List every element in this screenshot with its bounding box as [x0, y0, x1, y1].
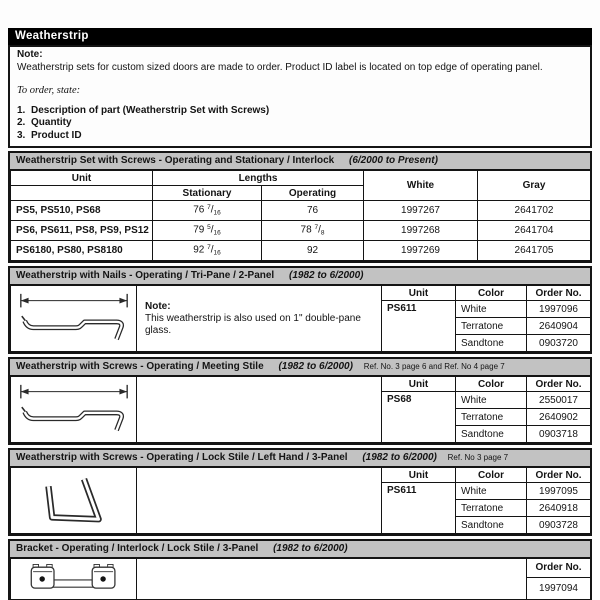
- column-header-color: Color: [456, 468, 527, 483]
- section-date-range: (1982 to 6/2000): [278, 361, 353, 372]
- dimension-line: [20, 384, 126, 398]
- column-header-white: White: [364, 171, 478, 201]
- order-number-cell: 2640918: [527, 500, 591, 517]
- u-channel-illustration: [11, 468, 137, 534]
- table-header-row: [11, 377, 591, 392]
- section-set-with-screws: [8, 151, 592, 263]
- note-label: Note:: [17, 49, 43, 60]
- color-cell: Sandtone: [456, 517, 527, 534]
- order-step-text: Quantity: [31, 117, 72, 128]
- column-header-unit: Unit: [382, 377, 456, 392]
- column-header-color: Color: [456, 286, 527, 301]
- table-header-row: [11, 286, 591, 301]
- order-step: [17, 130, 583, 143]
- white-order-number-cell: 1997267: [364, 201, 478, 221]
- table-header-row: [11, 171, 591, 186]
- empty-cell: [137, 468, 382, 534]
- dimension-line: [20, 293, 126, 307]
- column-header-stationary: Stationary: [153, 186, 262, 201]
- stationary-length-cell: 76 $^7/_{16}$: [153, 201, 262, 221]
- column-header-unit: Unit: [382, 286, 456, 301]
- section-title: Weatherstrip with Nails - Operating / Tri-Pane / 2-Panel: [16, 270, 275, 281]
- note-cell: [137, 286, 382, 352]
- order-number-cell: 2640904: [527, 318, 591, 335]
- color-cell: White: [456, 392, 527, 409]
- gray-order-number-cell: 2641702: [478, 201, 591, 221]
- order-step-number: 1.: [17, 104, 26, 116]
- table-row: [11, 201, 591, 221]
- table-header-row: [11, 468, 591, 483]
- section-screws-meeting-stile: [8, 357, 592, 445]
- unit-cell: PS6180, PS80, PS8180: [11, 241, 153, 261]
- column-header-order: Order No.: [527, 377, 591, 392]
- section-ref-note: Ref. No. 3 page 6 and Ref. No 4 page 7: [363, 362, 505, 371]
- operating-length-cell: 76: [262, 201, 364, 221]
- bracket-illustration: [11, 559, 137, 600]
- unit-cell: PS68: [382, 392, 456, 443]
- column-header-operating: Operating: [262, 186, 364, 201]
- order-number-cell: 1997094: [527, 577, 591, 599]
- parts-table: [10, 558, 591, 600]
- note-text: This weatherstrip is also used on 1" double-pane glass.: [145, 312, 361, 336]
- section-title: Weatherstrip with Screws - Operating / Lock Stile / Left Hand / 3-Panel: [16, 452, 348, 463]
- order-step: [17, 105, 583, 118]
- order-step-number: 2.: [17, 117, 26, 128]
- weatherstrip-profile-illustration: [11, 377, 137, 443]
- section-date-range: (1982 to 6/2000): [289, 270, 364, 281]
- order-number-cell: 1997096: [527, 301, 591, 318]
- column-header-color: Color: [456, 377, 527, 392]
- color-cell: Sandtone: [456, 426, 527, 443]
- gray-order-number-cell: 2641705: [478, 241, 591, 261]
- section-date-range: (6/2000 to Present): [349, 155, 438, 166]
- stationary-length-cell: 92 $^7/_{16}$: [153, 241, 262, 261]
- page-title-bar: [8, 28, 592, 45]
- order-number-cell: 0903728: [527, 517, 591, 534]
- section-screws-lock-stile: [8, 448, 592, 536]
- order-number-cell: 0903718: [527, 426, 591, 443]
- order-step-number: 3.: [17, 129, 26, 141]
- order-number-cell: 2640902: [527, 409, 591, 426]
- order-step-text: Product ID: [31, 129, 82, 141]
- section-title-bar: [10, 153, 590, 170]
- order-step-text: Description of part (Weatherstrip Set with Screws): [31, 104, 270, 116]
- parts-table: [10, 285, 591, 352]
- unit-cell: PS5, PS510, PS68: [11, 201, 153, 221]
- unit-cell: PS611: [382, 483, 456, 534]
- section-title-bar: [10, 450, 590, 467]
- color-cell: Terratone: [456, 318, 527, 335]
- white-order-number-cell: 1997268: [364, 221, 478, 241]
- column-header-order: Order No.: [527, 286, 591, 301]
- section-title: Weatherstrip with Screws - Operating / Meeting Stile: [16, 361, 264, 372]
- column-header-lengths: Lengths: [153, 171, 364, 186]
- note-text: Weatherstrip sets for custom sized doors are made to order. Product ID label is located on top edge of operating panel.: [17, 61, 543, 73]
- weatherstrip-profile-illustration: [11, 286, 137, 352]
- color-cell: White: [456, 483, 527, 500]
- section-title: Bracket - Operating / Interlock / Lock Stile / 3-Panel: [16, 543, 259, 554]
- parts-table: [10, 170, 591, 261]
- color-cell: Sandtone: [456, 335, 527, 352]
- section-title-bar: [10, 541, 590, 558]
- section-date-range: (1982 to 6/2000): [273, 543, 348, 554]
- section-title-bar: [10, 268, 590, 285]
- order-instructions-intro: To order, state:: [17, 85, 81, 96]
- gray-order-number-cell: 2641704: [478, 221, 591, 241]
- table-row: [11, 221, 591, 241]
- unit-cell: PS611: [382, 301, 456, 352]
- parts-table: [10, 467, 591, 534]
- section-bracket: [8, 539, 592, 600]
- operating-length-cell: 78 $^7/_8$: [262, 221, 364, 241]
- section-with-nails: [8, 266, 592, 354]
- section-ref-note: Ref. No 3 page 7: [447, 453, 509, 462]
- stationary-length-cell: 79 $^5/_{16}$: [153, 221, 262, 241]
- column-header-order: Order No.: [527, 468, 591, 483]
- order-number-cell: 0903720: [527, 335, 591, 352]
- column-header-unit: Unit: [11, 171, 153, 186]
- column-header-order: Order No.: [527, 559, 591, 578]
- note-box: [8, 45, 592, 148]
- order-number-cell: 1997095: [527, 483, 591, 500]
- table-header-row: [11, 559, 591, 578]
- color-cell: Terratone: [456, 409, 527, 426]
- section-title: Weatherstrip Set with Screws - Operating and Stationary / Interlock: [16, 155, 335, 166]
- column-header-unit: Unit: [382, 468, 456, 483]
- unit-cell: PS6, PS611, PS8, PS9, PS12: [11, 221, 153, 241]
- operating-length-cell: 92: [262, 241, 364, 261]
- empty-cell: [137, 559, 527, 600]
- order-number-cell: 2550017: [527, 392, 591, 409]
- empty-cell: [11, 186, 153, 201]
- section-title-bar: [10, 359, 590, 376]
- note-label: Note:: [145, 300, 171, 312]
- parts-table: [10, 376, 591, 443]
- color-cell: Terratone: [456, 500, 527, 517]
- empty-cell: [137, 377, 382, 443]
- section-date-range: (1982 to 6/2000): [362, 452, 437, 463]
- order-step: [17, 117, 583, 130]
- table-row: [11, 241, 591, 261]
- color-cell: White: [456, 301, 527, 318]
- page-title: Weatherstrip: [15, 30, 89, 42]
- white-order-number-cell: 1997269: [364, 241, 478, 261]
- column-header-gray: Gray: [478, 171, 591, 201]
